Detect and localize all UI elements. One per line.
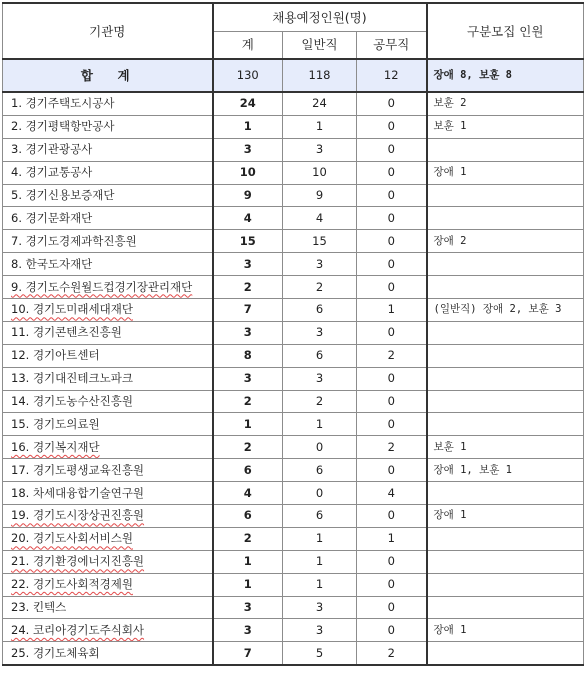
row-total-text: 2 bbox=[243, 439, 252, 454]
row-name bbox=[3, 344, 213, 367]
row-general bbox=[283, 230, 357, 253]
row-public bbox=[357, 596, 427, 619]
row-total-text: 3 bbox=[243, 142, 252, 157]
row-total-text: 1 bbox=[243, 577, 252, 592]
row-general bbox=[283, 390, 357, 413]
row-total-text: 2 bbox=[243, 394, 252, 409]
row-public bbox=[357, 619, 427, 642]
row-general bbox=[283, 413, 357, 436]
row-total bbox=[213, 184, 283, 207]
table-row bbox=[3, 573, 584, 596]
row-name bbox=[3, 253, 213, 276]
row-public bbox=[357, 92, 427, 115]
row-total bbox=[213, 276, 283, 299]
row-general bbox=[283, 321, 357, 344]
row-general-text: 6 bbox=[315, 302, 324, 317]
row-public-text: 2 bbox=[387, 439, 395, 454]
row-name bbox=[3, 642, 213, 665]
row-special bbox=[427, 184, 584, 207]
row-total bbox=[213, 642, 283, 665]
row-special bbox=[427, 413, 584, 436]
row-general-text: 1 bbox=[315, 577, 324, 592]
row-name bbox=[3, 482, 213, 505]
row-general-text: 15 bbox=[312, 233, 327, 248]
row-public-text: 0 bbox=[387, 577, 395, 592]
row-general bbox=[283, 596, 357, 619]
total-name: 합 계 bbox=[3, 59, 213, 92]
row-special bbox=[427, 573, 584, 596]
row-total-text: 7 bbox=[243, 302, 252, 317]
row-name bbox=[3, 505, 213, 528]
row-total-text: 24 bbox=[239, 96, 256, 111]
row-name-text: 8. 한국도자재단 bbox=[11, 256, 93, 271]
row-public-text: 0 bbox=[387, 622, 395, 637]
row-total bbox=[213, 367, 283, 390]
row-total bbox=[213, 482, 283, 505]
row-public-text: 0 bbox=[387, 600, 395, 615]
table-body bbox=[3, 59, 584, 665]
row-public-text: 0 bbox=[387, 188, 395, 202]
row-name bbox=[3, 367, 213, 390]
table-row bbox=[3, 184, 584, 207]
row-total bbox=[213, 459, 283, 482]
row-public-text: 0 bbox=[387, 233, 395, 248]
row-public-text: 0 bbox=[387, 256, 395, 271]
table-row bbox=[3, 482, 584, 505]
row-total-text: 8 bbox=[243, 348, 252, 363]
table-row bbox=[3, 344, 584, 367]
row-public bbox=[357, 436, 427, 459]
row-name bbox=[3, 596, 213, 619]
row-general-text: 9 bbox=[315, 188, 324, 202]
row-name-text: 19. 경기도시장상권진흥원 bbox=[11, 508, 145, 523]
row-special bbox=[427, 161, 584, 184]
row-special bbox=[427, 253, 584, 276]
header-public: 공무직 bbox=[357, 31, 427, 59]
row-name-text: 13. 경기대진테크노파크 bbox=[11, 371, 133, 386]
row-total-text: 6 bbox=[243, 508, 252, 523]
row-total-text: 3 bbox=[243, 600, 252, 615]
row-general-text: 2 bbox=[315, 279, 324, 294]
row-name bbox=[3, 390, 213, 413]
row-name bbox=[3, 276, 213, 299]
row-name bbox=[3, 138, 213, 161]
row-name bbox=[3, 92, 213, 115]
total-public: 12 bbox=[357, 59, 427, 92]
row-total-text: 2 bbox=[243, 531, 252, 546]
row-public-text: 2 bbox=[387, 645, 395, 660]
table-row bbox=[3, 321, 584, 344]
total-general: 118 bbox=[283, 59, 357, 92]
row-name-text: 16. 경기복지재단 bbox=[11, 439, 100, 454]
row-public bbox=[357, 230, 427, 253]
row-general-text: 3 bbox=[315, 622, 324, 637]
row-special bbox=[427, 436, 584, 459]
total-special: 장애 8, 보훈 8 bbox=[427, 59, 584, 92]
table-row bbox=[3, 299, 584, 322]
row-general bbox=[283, 92, 357, 115]
row-public bbox=[357, 253, 427, 276]
row-total bbox=[213, 138, 283, 161]
row-public-text: 0 bbox=[387, 142, 395, 157]
row-general bbox=[283, 184, 357, 207]
row-special-text: (일반직) 장애 2, 보훈 3 bbox=[433, 303, 562, 316]
row-public-text: 0 bbox=[387, 508, 395, 523]
row-name-text: 6. 경기문화재단 bbox=[11, 210, 93, 225]
row-special bbox=[427, 505, 584, 528]
row-total bbox=[213, 92, 283, 115]
row-public bbox=[357, 161, 427, 184]
row-general-text: 3 bbox=[315, 600, 324, 615]
row-public bbox=[357, 550, 427, 573]
row-name-text: 15. 경기도의료원 bbox=[11, 416, 100, 431]
row-name-text: 2. 경기평택항만공사 bbox=[11, 119, 115, 134]
row-public bbox=[357, 367, 427, 390]
row-name bbox=[3, 321, 213, 344]
row-special bbox=[427, 321, 584, 344]
row-public-text: 0 bbox=[387, 394, 395, 409]
row-total bbox=[213, 573, 283, 596]
row-total-text: 6 bbox=[243, 462, 252, 477]
row-public-text: 0 bbox=[387, 416, 395, 431]
row-special bbox=[427, 276, 584, 299]
table-row bbox=[3, 92, 584, 115]
row-name bbox=[3, 230, 213, 253]
row-public bbox=[357, 482, 427, 505]
row-public bbox=[357, 344, 427, 367]
row-public-text: 0 bbox=[387, 96, 395, 111]
row-special-text: 보훈 2 bbox=[433, 97, 467, 110]
table-row bbox=[3, 390, 584, 413]
header-general: 일반직 bbox=[283, 31, 357, 59]
row-name-text: 5. 경기신용보증재단 bbox=[11, 188, 115, 202]
row-public-text: 2 bbox=[387, 348, 395, 363]
row-public bbox=[357, 459, 427, 482]
row-general-text: 1 bbox=[315, 531, 324, 546]
row-name-text: 1. 경기주택도시공사 bbox=[11, 96, 115, 111]
row-general bbox=[283, 207, 357, 230]
row-name bbox=[3, 207, 213, 230]
row-public-text: 1 bbox=[387, 302, 395, 317]
row-name bbox=[3, 115, 213, 138]
row-general bbox=[283, 482, 357, 505]
row-special bbox=[427, 138, 584, 161]
row-total-text: 1 bbox=[243, 119, 252, 134]
table-row bbox=[3, 596, 584, 619]
row-name bbox=[3, 184, 213, 207]
total-total: 130 bbox=[213, 59, 283, 92]
row-name bbox=[3, 161, 213, 184]
row-general-text: 1 bbox=[315, 416, 324, 431]
row-total-text: 15 bbox=[239, 233, 256, 248]
row-general bbox=[283, 276, 357, 299]
row-public-text: 0 bbox=[387, 210, 395, 225]
row-name bbox=[3, 619, 213, 642]
row-total bbox=[213, 161, 283, 184]
row-special bbox=[427, 115, 584, 138]
row-name-text: 17. 경기도평생교육진흥원 bbox=[11, 462, 145, 477]
row-name-text: 9. 경기도수원월드컵경기장관리재단 bbox=[11, 279, 193, 294]
row-special bbox=[427, 230, 584, 253]
row-general bbox=[283, 367, 357, 390]
row-general bbox=[283, 573, 357, 596]
row-name-text: 10. 경기도미래세대재단 bbox=[11, 302, 133, 317]
recruitment-table-container bbox=[2, 2, 587, 666]
table-row bbox=[3, 161, 584, 184]
row-total bbox=[213, 321, 283, 344]
row-total-text: 1 bbox=[243, 554, 252, 569]
row-general bbox=[283, 115, 357, 138]
row-public bbox=[357, 321, 427, 344]
table-row bbox=[3, 642, 584, 665]
row-general bbox=[283, 459, 357, 482]
table-row bbox=[3, 459, 584, 482]
row-total bbox=[213, 230, 283, 253]
row-special-text: 장애 1 bbox=[433, 509, 467, 522]
row-general bbox=[283, 527, 357, 550]
row-public bbox=[357, 207, 427, 230]
row-public bbox=[357, 573, 427, 596]
row-general-text: 6 bbox=[315, 348, 324, 363]
row-special-text: 장애 1, 보훈 1 bbox=[433, 463, 513, 476]
row-public bbox=[357, 413, 427, 436]
table-row bbox=[3, 253, 584, 276]
row-total bbox=[213, 115, 283, 138]
row-general-text: 3 bbox=[315, 142, 324, 157]
row-public bbox=[357, 527, 427, 550]
row-general bbox=[283, 505, 357, 528]
row-name-text: 23. 킨텍스 bbox=[11, 600, 67, 615]
row-total-text: 3 bbox=[243, 325, 252, 340]
row-special-text: 보훈 1 bbox=[433, 440, 467, 453]
row-public bbox=[357, 138, 427, 161]
table-row bbox=[3, 276, 584, 299]
row-total bbox=[213, 505, 283, 528]
row-total-text: 3 bbox=[243, 256, 252, 271]
row-name-text: 24. 코리아경기도주식회사 bbox=[11, 622, 145, 637]
row-general bbox=[283, 642, 357, 665]
row-public-text: 0 bbox=[387, 165, 395, 180]
header-total: 계 bbox=[213, 31, 283, 59]
row-general bbox=[283, 550, 357, 573]
row-public-text: 0 bbox=[387, 325, 395, 340]
row-name bbox=[3, 299, 213, 322]
table-row bbox=[3, 115, 584, 138]
row-total bbox=[213, 550, 283, 573]
row-general-text: 3 bbox=[315, 256, 324, 271]
row-public bbox=[357, 505, 427, 528]
row-special bbox=[427, 367, 584, 390]
row-special bbox=[427, 344, 584, 367]
row-total bbox=[213, 527, 283, 550]
row-total bbox=[213, 390, 283, 413]
row-general bbox=[283, 253, 357, 276]
row-name-text: 12. 경기아트센터 bbox=[11, 348, 100, 363]
row-total-text: 7 bbox=[243, 645, 252, 660]
row-total bbox=[213, 596, 283, 619]
row-name bbox=[3, 573, 213, 596]
total-row bbox=[3, 59, 584, 92]
row-special bbox=[427, 596, 584, 619]
table-row bbox=[3, 436, 584, 459]
row-name-text: 22. 경기도사회적경제원 bbox=[11, 577, 133, 592]
table-row bbox=[3, 550, 584, 573]
row-general bbox=[283, 161, 357, 184]
row-general-text: 2 bbox=[315, 394, 324, 409]
row-special bbox=[427, 92, 584, 115]
row-public bbox=[357, 184, 427, 207]
row-public-text: 0 bbox=[387, 279, 395, 294]
row-total bbox=[213, 436, 283, 459]
header-special: 구분모집 인원 bbox=[427, 3, 584, 59]
row-general-text: 3 bbox=[315, 325, 324, 340]
row-total-text: 3 bbox=[243, 371, 252, 386]
table-row bbox=[3, 367, 584, 390]
row-public bbox=[357, 390, 427, 413]
row-total bbox=[213, 619, 283, 642]
row-public bbox=[357, 276, 427, 299]
row-special bbox=[427, 550, 584, 573]
row-public bbox=[357, 115, 427, 138]
row-public-text: 0 bbox=[387, 119, 395, 134]
row-general-text: 0 bbox=[315, 485, 324, 500]
row-name bbox=[3, 413, 213, 436]
row-name bbox=[3, 550, 213, 573]
table-row bbox=[3, 207, 584, 230]
row-public-text: 0 bbox=[387, 371, 395, 386]
row-name-text: 14. 경기도농수산진흥원 bbox=[11, 394, 133, 409]
row-general-text: 1 bbox=[315, 119, 324, 134]
row-special-text: 장애 1 bbox=[433, 166, 467, 179]
row-public-text: 0 bbox=[387, 554, 395, 569]
row-name-text: 7. 경기도경제과학진흥원 bbox=[11, 233, 137, 248]
row-special bbox=[427, 619, 584, 642]
row-total-text: 1 bbox=[243, 416, 252, 431]
row-general-text: 5 bbox=[315, 645, 324, 660]
row-general-text: 1 bbox=[315, 554, 324, 569]
header-planned-group: 채용예정인원(명) bbox=[213, 3, 427, 31]
row-general-text: 10 bbox=[312, 165, 327, 180]
row-total-text: 2 bbox=[243, 279, 252, 294]
table-row bbox=[3, 230, 584, 253]
row-general-text: 6 bbox=[315, 462, 324, 477]
row-total-text: 9 bbox=[243, 188, 252, 202]
row-total bbox=[213, 253, 283, 276]
header-agency: 기관명 bbox=[3, 3, 213, 59]
row-public-text: 1 bbox=[387, 531, 395, 546]
row-name-text: 25. 경기도체육회 bbox=[11, 645, 100, 660]
row-name bbox=[3, 459, 213, 482]
row-special-text: 장애 1 bbox=[433, 623, 467, 636]
row-total-text: 10 bbox=[239, 165, 256, 180]
row-total-text: 4 bbox=[243, 485, 252, 500]
table-header bbox=[3, 3, 584, 59]
row-special bbox=[427, 527, 584, 550]
row-general-text: 24 bbox=[312, 96, 327, 111]
row-name bbox=[3, 436, 213, 459]
row-special-text: 보훈 1 bbox=[433, 120, 467, 133]
row-general-text: 0 bbox=[315, 439, 324, 454]
row-name-text: 18. 차세대융합기술연구원 bbox=[11, 485, 145, 500]
row-public bbox=[357, 299, 427, 322]
row-special-text: 장애 2 bbox=[433, 234, 467, 247]
row-special bbox=[427, 390, 584, 413]
row-name-text: 3. 경기관광공사 bbox=[11, 142, 93, 157]
row-name bbox=[3, 527, 213, 550]
row-special bbox=[427, 482, 584, 505]
table-row bbox=[3, 619, 584, 642]
row-name-text: 21. 경기환경에너지진흥원 bbox=[11, 554, 145, 569]
table-row bbox=[3, 527, 584, 550]
row-total bbox=[213, 207, 283, 230]
row-name-text: 11. 경기콘텐츠진흥원 bbox=[11, 325, 122, 340]
row-special bbox=[427, 207, 584, 230]
row-total bbox=[213, 299, 283, 322]
row-total-text: 3 bbox=[243, 622, 252, 637]
row-general bbox=[283, 299, 357, 322]
row-total-text: 4 bbox=[243, 210, 252, 225]
row-general bbox=[283, 436, 357, 459]
row-general bbox=[283, 619, 357, 642]
row-total bbox=[213, 413, 283, 436]
row-special bbox=[427, 299, 584, 322]
row-name-text: 20. 경기도사회서비스원 bbox=[11, 531, 133, 546]
row-special bbox=[427, 642, 584, 665]
recruitment-table bbox=[2, 2, 584, 666]
row-public bbox=[357, 642, 427, 665]
row-total bbox=[213, 344, 283, 367]
row-public-text: 4 bbox=[387, 485, 395, 500]
row-general bbox=[283, 138, 357, 161]
table-row bbox=[3, 505, 584, 528]
table-row bbox=[3, 413, 584, 436]
row-public-text: 0 bbox=[387, 462, 395, 477]
row-special bbox=[427, 459, 584, 482]
row-general-text: 6 bbox=[315, 508, 324, 523]
table-row bbox=[3, 138, 584, 161]
row-general-text: 3 bbox=[315, 371, 324, 386]
row-general bbox=[283, 344, 357, 367]
row-general-text: 4 bbox=[315, 210, 324, 225]
row-name-text: 4. 경기교통공사 bbox=[11, 165, 93, 180]
